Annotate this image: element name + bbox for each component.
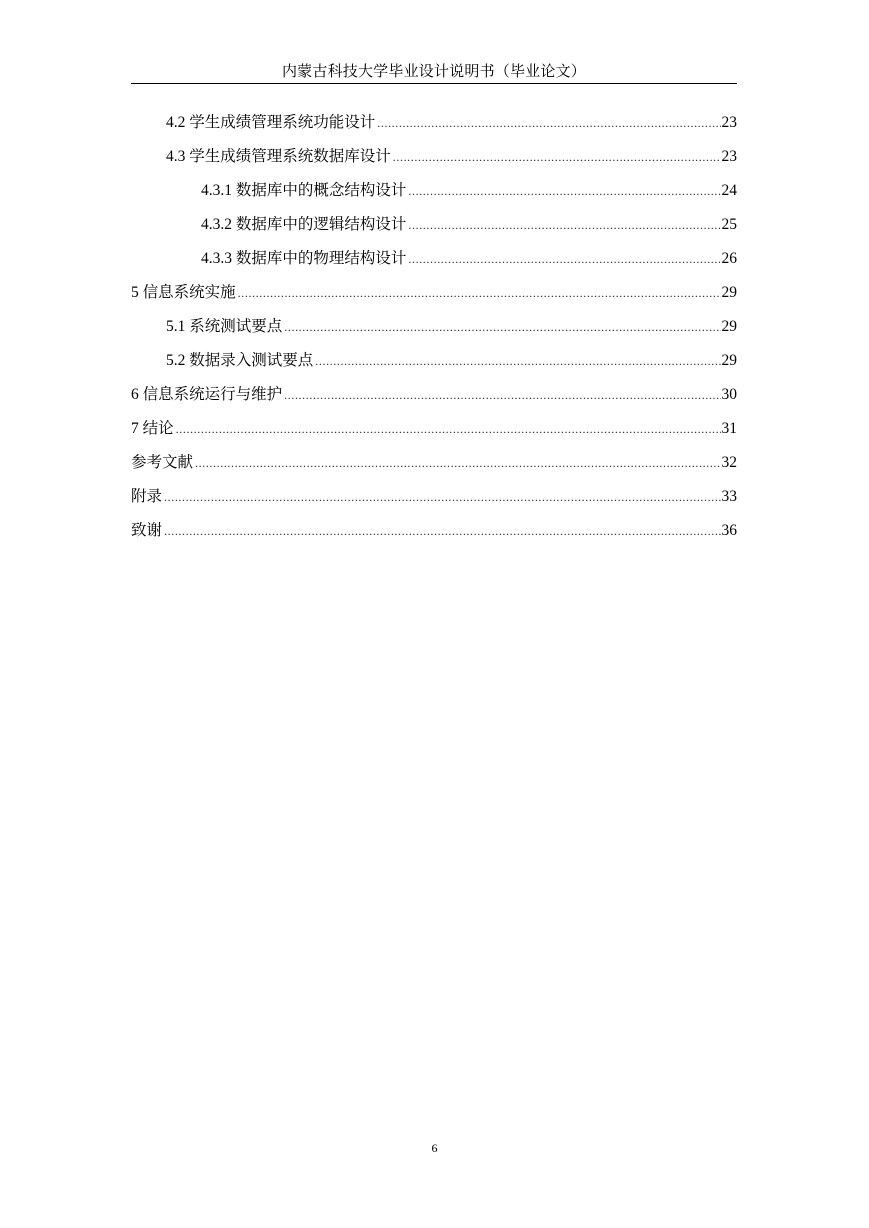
toc-entry-title: 6 信息系统运行与维护 bbox=[131, 386, 283, 403]
toc-dot-leader bbox=[408, 208, 720, 242]
toc-entry-title: 5 信息系统实施 bbox=[131, 284, 236, 301]
toc-entry-title: 致谢 bbox=[131, 522, 163, 539]
toc-entry-page: 25 bbox=[721, 216, 737, 233]
toc-dot-leader bbox=[195, 446, 720, 480]
toc-entry-page: 30 bbox=[721, 386, 737, 403]
toc-entry-page: 26 bbox=[721, 250, 737, 267]
toc-entry-5-2[interactable] bbox=[131, 344, 737, 378]
toc-dot-leader bbox=[176, 412, 721, 446]
toc-entry-page: 36 bbox=[721, 522, 737, 539]
toc-dot-leader bbox=[238, 276, 721, 310]
toc-entry-page: 31 bbox=[721, 420, 737, 437]
header-rule bbox=[131, 83, 737, 84]
toc-entry-page: 29 bbox=[721, 352, 737, 369]
toc-dot-leader bbox=[408, 174, 720, 208]
toc-entry-title: 4.2 学生成绩管理系统功能设计 bbox=[166, 114, 376, 131]
toc-dot-leader bbox=[377, 106, 720, 140]
toc-entry-7[interactable] bbox=[131, 412, 737, 446]
toc-entry-title: 附录 bbox=[131, 488, 163, 505]
toc-entry-page: 33 bbox=[721, 488, 737, 505]
toc-entry-4-3-3[interactable] bbox=[131, 242, 737, 276]
toc-dot-leader bbox=[393, 140, 721, 174]
toc-entry-title: 参考文献 bbox=[131, 454, 194, 471]
toc-entry-page: 23 bbox=[721, 148, 737, 165]
toc-entry-title: 4.3 学生成绩管理系统数据库设计 bbox=[166, 148, 391, 165]
toc-dot-leader bbox=[284, 378, 720, 412]
toc-dot-leader bbox=[164, 480, 720, 514]
toc-entry-title: 5.1 系统测试要点 bbox=[166, 318, 283, 335]
toc-entry-references[interactable] bbox=[131, 446, 737, 480]
toc-entry-title: 4.3.2 数据库中的逻辑结构设计 bbox=[201, 216, 407, 233]
toc-entry-6[interactable] bbox=[131, 378, 737, 412]
toc-entry-page: 24 bbox=[721, 182, 737, 199]
toc-dot-leader bbox=[315, 344, 720, 378]
toc-dot-leader bbox=[284, 310, 720, 344]
toc-entry-4-3[interactable] bbox=[131, 140, 737, 174]
running-header: 内蒙古科技大学毕业设计说明书（毕业论文） bbox=[281, 64, 586, 80]
toc-dot-leader bbox=[408, 242, 720, 276]
toc-entry-acknowledgements[interactable] bbox=[131, 514, 737, 548]
table-of-contents bbox=[131, 106, 737, 548]
toc-entry-title: 4.3.3 数据库中的物理结构设计 bbox=[201, 250, 407, 267]
toc-entry-title: 7 结论 bbox=[131, 420, 174, 437]
toc-entry-5-1[interactable] bbox=[131, 310, 737, 344]
toc-entry-page: 23 bbox=[721, 114, 737, 131]
toc-entry-page: 32 bbox=[721, 454, 737, 471]
toc-entry-title: 5.2 数据录入测试要点 bbox=[166, 352, 314, 369]
toc-dot-leader bbox=[164, 514, 720, 548]
toc-entry-page: 29 bbox=[721, 318, 737, 335]
toc-entry-5[interactable] bbox=[131, 276, 737, 310]
page-number: 6 bbox=[431, 1141, 438, 1155]
toc-entry-4-2[interactable] bbox=[131, 106, 737, 140]
toc-entry-4-3-1[interactable] bbox=[131, 174, 737, 208]
toc-entry-appendix[interactable] bbox=[131, 480, 737, 514]
toc-entry-4-3-2[interactable] bbox=[131, 208, 737, 242]
toc-entry-title: 4.3.1 数据库中的概念结构设计 bbox=[201, 182, 407, 199]
toc-entry-page: 29 bbox=[721, 284, 737, 301]
